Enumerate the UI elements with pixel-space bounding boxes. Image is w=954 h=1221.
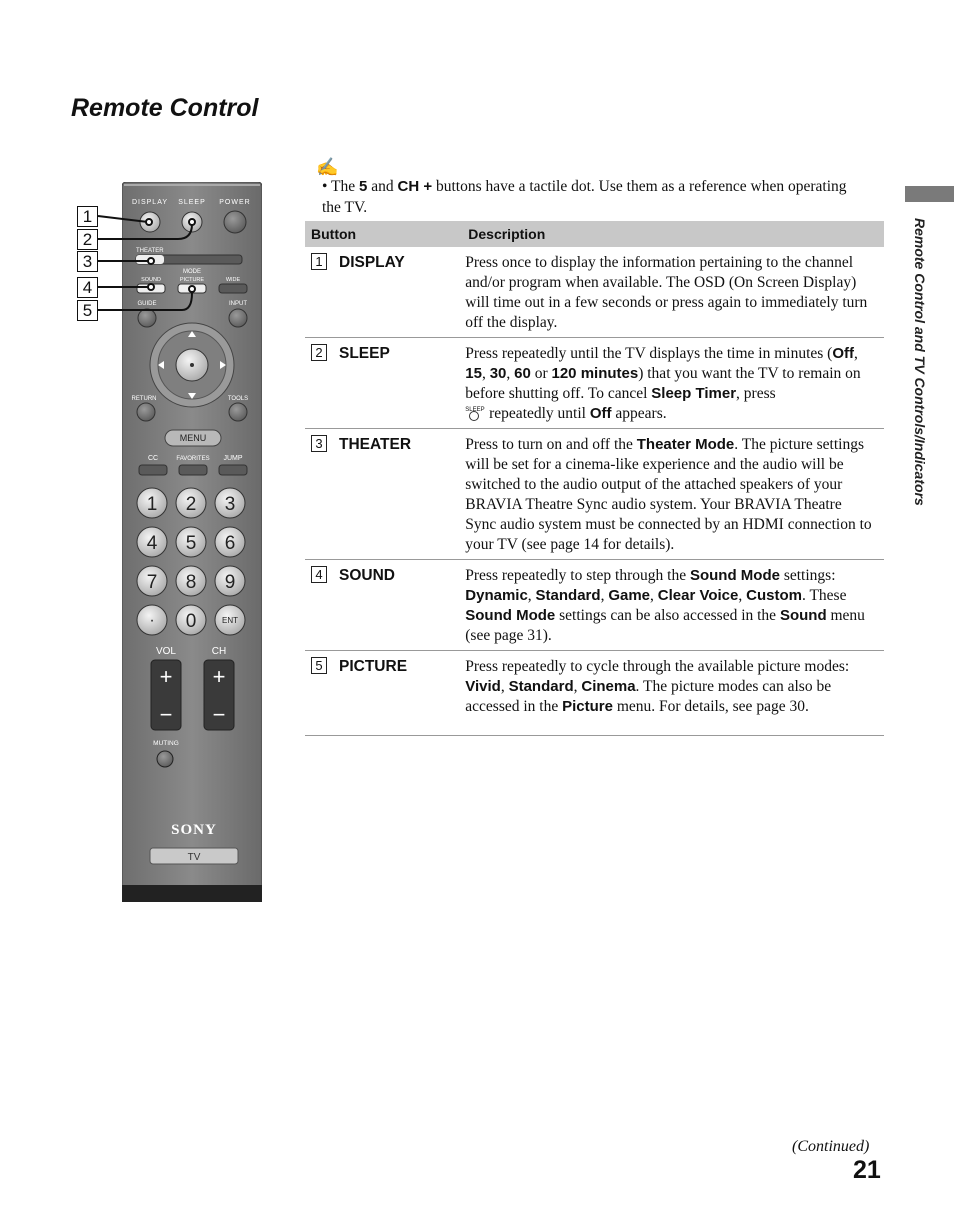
callout-number: 4: [311, 566, 327, 583]
description-cell: Press repeatedly to cycle through the available picture modes: Vivid, Standard, Cinema. The picture modes can also be accessed in the Picture menu. For details, see page 30.: [462, 651, 884, 736]
description-cell: Press to turn on and off the Theater Mode. The picture settings will be set for a cinema-like experience and the audio will be switched to the audio output of the attached speakers of your BRAVIA Theatre Sync audio system. Your BRAVIA Theatre Sync audio system must be connected by an HDMI connection to your TV (see page 14 for details).: [462, 429, 884, 560]
mode-label: MODE: [183, 269, 201, 275]
page-title: Remote Control: [71, 94, 259, 122]
description-cell: Press once to display the information pertaining to the channel and/or program when available. The OSD (On Screen Display) will time out in a few seconds or press again to immediately turn off the display.: [462, 247, 884, 338]
jump-label: JUMP: [223, 455, 243, 462]
key-9-label: 9: [224, 572, 236, 593]
page-number: 21: [853, 1156, 881, 1184]
key-2-label: 2: [185, 494, 197, 515]
callout-1: 1: [77, 206, 98, 227]
callout-3: 3: [77, 251, 98, 272]
power-label: POWER: [219, 199, 251, 206]
key-dot-label: ·: [149, 612, 155, 629]
tools-label: TOOLS: [227, 396, 249, 402]
theater-label: THEATER: [136, 248, 164, 254]
button-name: SLEEP: [339, 345, 390, 362]
callout-4: 4: [77, 277, 98, 298]
input-label: INPUT: [229, 301, 247, 307]
callout-number: 5: [311, 657, 327, 674]
key-3-label: 3: [224, 494, 236, 515]
sony-logo: SONY: [171, 822, 217, 838]
sleep-button-icon: SLEEP: [465, 406, 481, 420]
key-8-label: 8: [185, 572, 197, 593]
table-header-button: Button: [305, 221, 462, 247]
key-6-label: 6: [224, 533, 236, 554]
callout-number: 2: [311, 344, 327, 361]
vol-label: VOL: [155, 646, 177, 657]
button-name: THEATER: [339, 436, 412, 453]
wide-label: WIDE: [225, 277, 241, 283]
key-4-label: 4: [146, 533, 158, 554]
favorites-label: FAVORITES: [176, 456, 210, 462]
vol-minus-icon: −: [159, 702, 173, 727]
vol-plus-icon: +: [159, 664, 173, 689]
key-ent-label: ENT: [222, 616, 238, 625]
callout-number: 1: [311, 253, 327, 270]
callout-5: 5: [77, 300, 98, 321]
ch-minus-icon: −: [212, 702, 226, 727]
picture-label: PICTURE: [179, 277, 205, 283]
sound-label: SOUND: [141, 277, 161, 283]
menu-label: MENU: [179, 433, 207, 443]
key-0-label: 0: [185, 611, 197, 632]
description-cell: Press repeatedly until the TV displays the time in minutes (Off, 15, 30, 60 or 120 minutes) that you want the TV to remain on before shutting off. To cancel Sleep Timer, press SLEEP repeatedly until Off appears.: [462, 338, 884, 429]
description-cell: Press repeatedly to step through the Sound Mode settings: Dynamic, Standard, Game, Clear Voice, Custom. These Sound Mode settings can be also accessed in the Sound menu (see page 31).: [462, 560, 884, 651]
callout-2: 2: [77, 229, 98, 250]
return-label: RETURN: [131, 396, 157, 402]
key-5-label: 5: [185, 533, 197, 554]
display-label: DISPLAY: [131, 199, 169, 206]
section-side-label: Remote Control and TV Controls/Indicators: [912, 218, 928, 506]
ch-plus-icon: +: [212, 664, 226, 689]
key-1-label: 1: [146, 494, 158, 515]
button-name: DISPLAY: [339, 254, 405, 271]
button-name: SOUND: [339, 567, 395, 584]
sleep-label: SLEEP: [178, 199, 206, 206]
callout-number: 3: [311, 435, 327, 452]
key-7-label: 7: [146, 572, 158, 593]
guide-label: GUIDE: [137, 301, 157, 307]
table-header-description: Description: [462, 221, 884, 247]
muting-label: MUTING: [153, 740, 179, 747]
cc-label: CC: [147, 455, 159, 462]
pencil-note-icon: ✍: [316, 157, 339, 177]
tv-label: TV: [187, 852, 201, 863]
note-text: • The 5 and CH + buttons have a tactile dot. Use them as a reference when operating the TV.: [322, 178, 847, 216]
ch-label: CH: [211, 646, 227, 657]
continued-label: (Continued): [792, 1138, 870, 1155]
button-name: PICTURE: [339, 658, 408, 675]
